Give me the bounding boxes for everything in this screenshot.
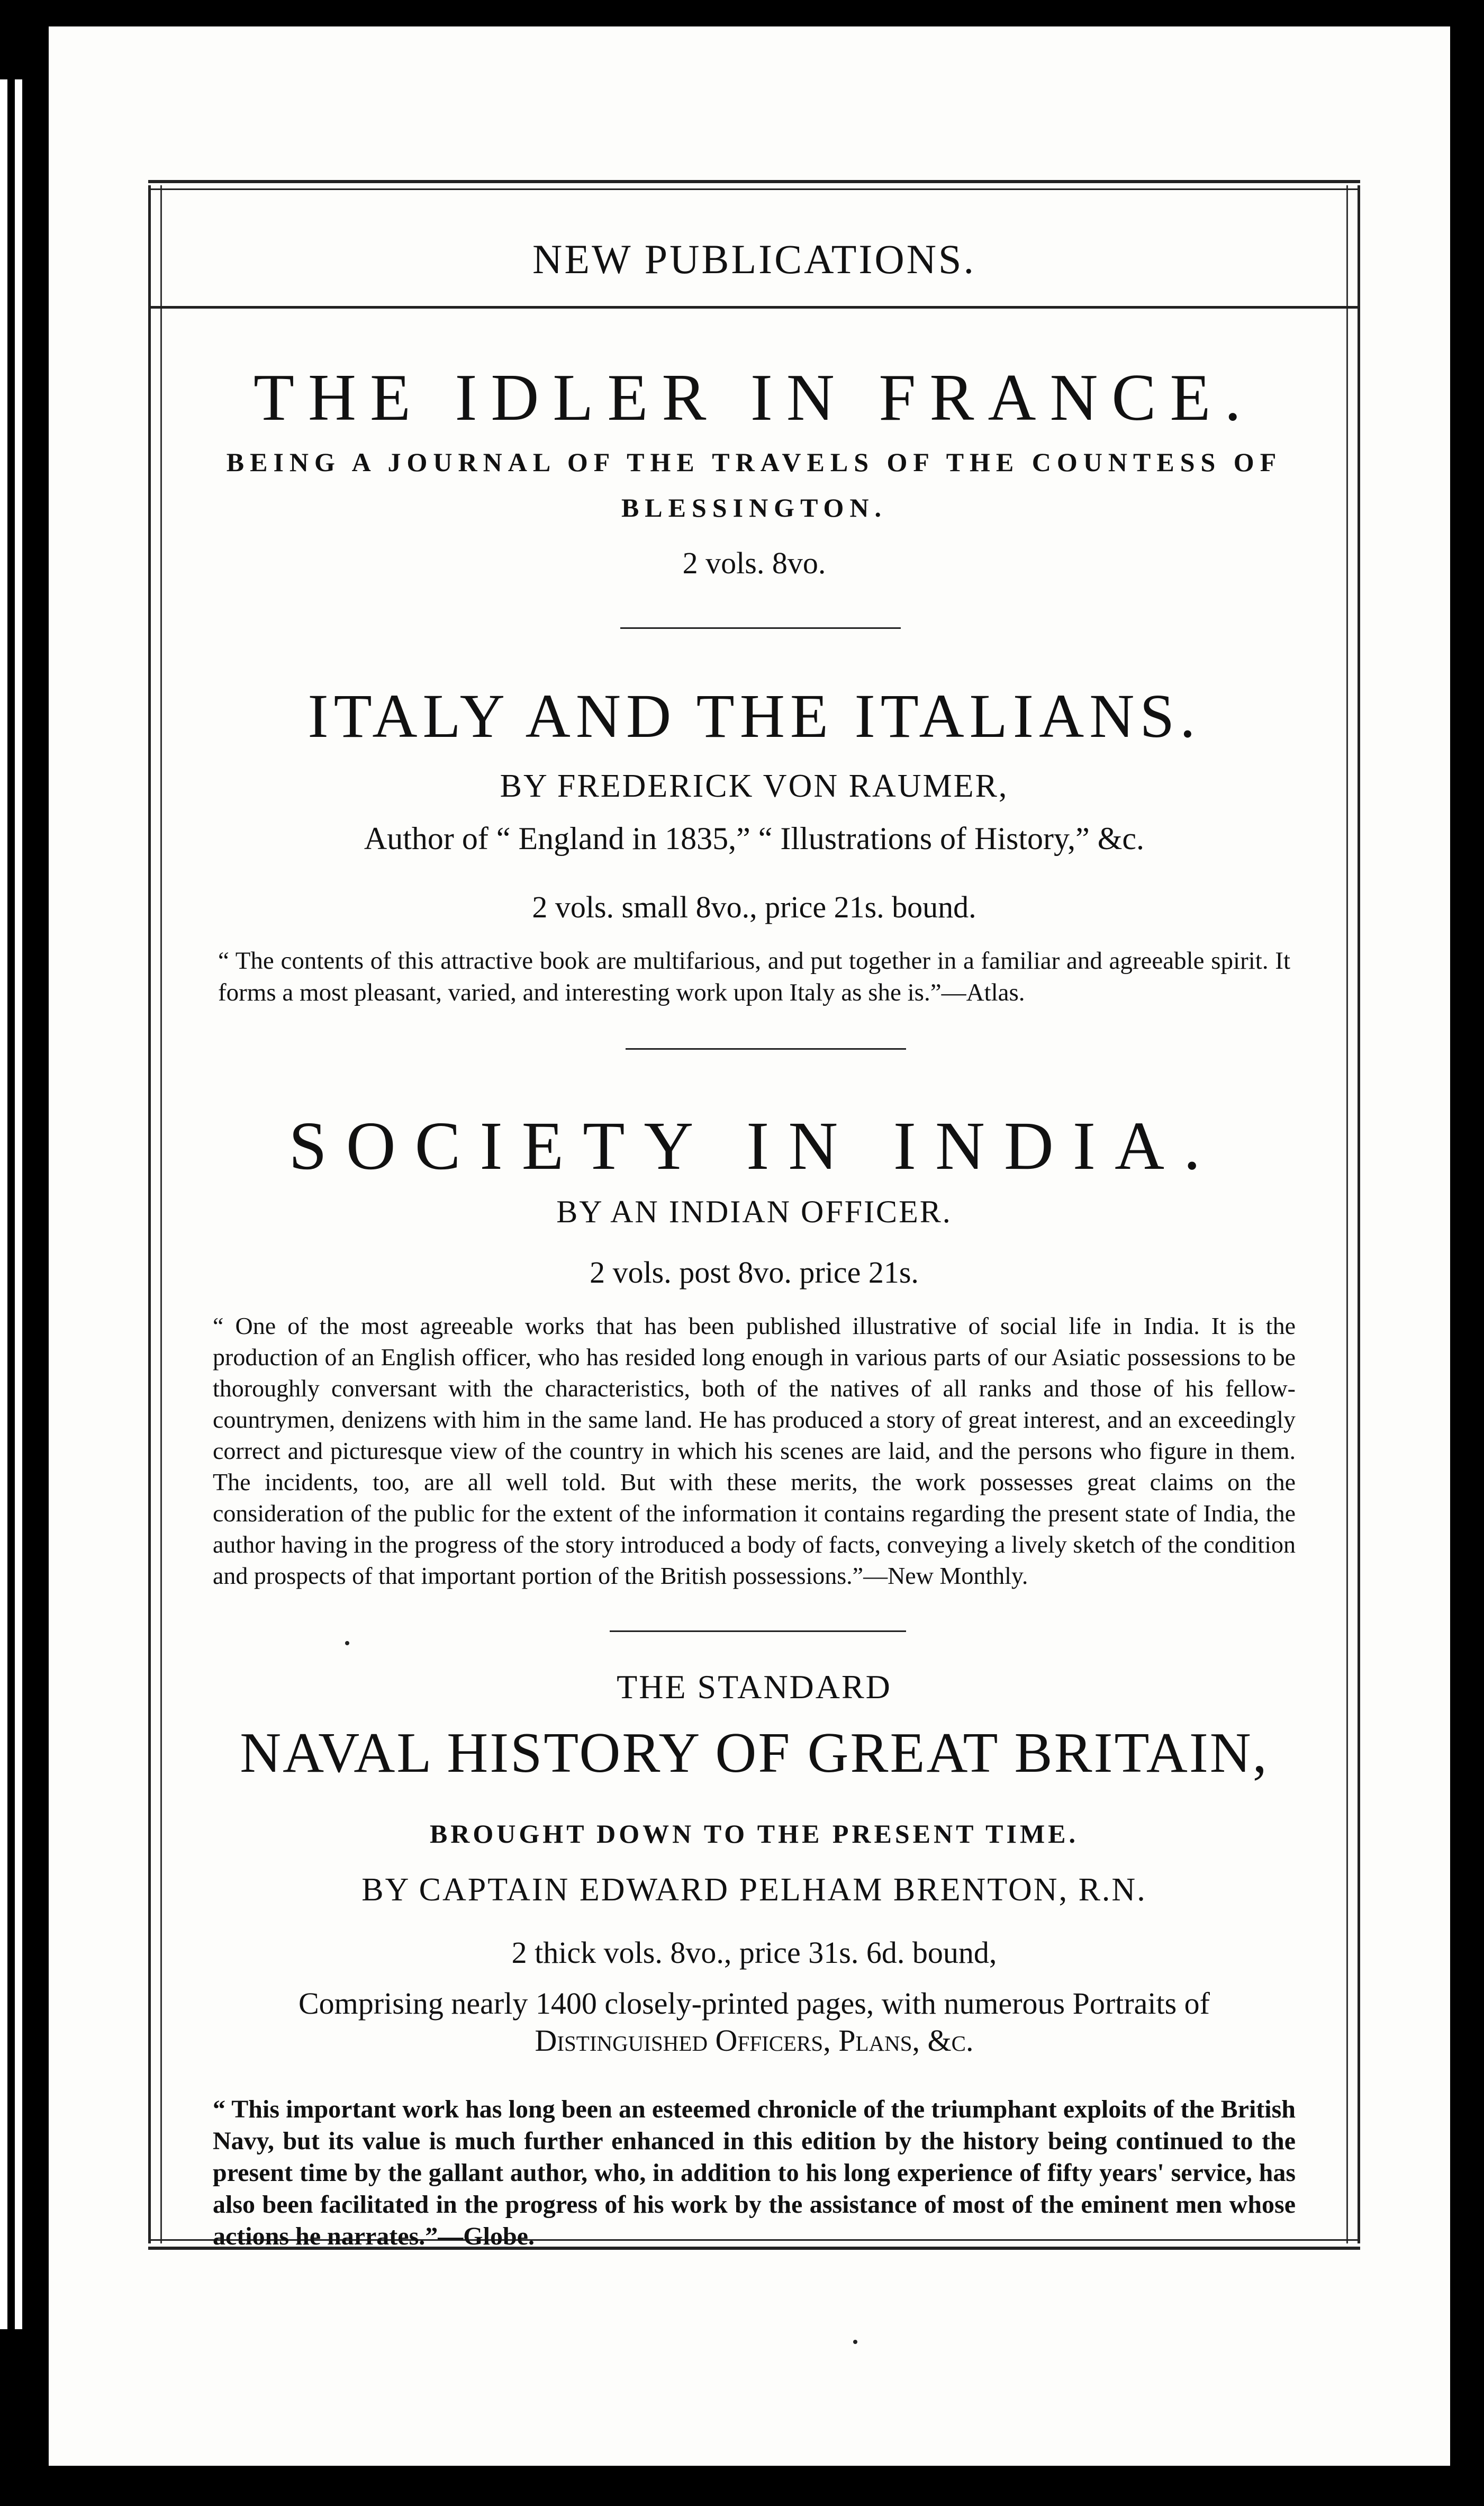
ink-speck [345, 1641, 349, 1645]
book4-pretitle: THE STANDARD [617, 1668, 892, 1706]
separator-1 [620, 627, 901, 629]
book2-title: ITALY AND THE ITALIANS. [307, 681, 1201, 751]
book4-review: “ This important work has long been an esteemed chronicle of the triumphant exploits of the British Navy, but its value is much further enhanced in this edition by the history being continued to the present time by the gallant author, who, in addition to his long experience of fifty years' service, has also been facilitated in the progress of his work by the assistance of most of the eminent men whose actions he narrates.”—Globe. [213, 2095, 1296, 2250]
book3-volumes: 2 vols. post 8vo. price 21s. [590, 1255, 919, 1290]
book4-volumes: 2 thick vols. 8vo., price 31s. 6d. bound, [511, 1935, 997, 1970]
book3-byline: BY AN INDIAN OFFICER. [556, 1194, 952, 1229]
book2-byline: BY FREDERICK VON RAUMER, [500, 768, 1009, 804]
advertisement-page [49, 26, 1450, 2466]
scan-edge-strip [0, 79, 22, 2329]
top-rule-thin [148, 188, 1360, 190]
book4-title: NAVAL HISTORY OF GREAT BRITAIN, [240, 1721, 1269, 1784]
book4-comprising-line2: Distinguished Officers, Plans, &c. [535, 2023, 974, 2058]
book3-title: SOCIETY IN INDIA. [288, 1108, 1220, 1184]
top-rule-thick [148, 180, 1360, 183]
book4-comprising [197, 1985, 1311, 2059]
ink-speck [853, 2340, 857, 2344]
book3-review: “ One of the most agreeable works that has been published illustrative of social life in India. It is the production of an English officer, who has resided long enough in various parts of our Asiatic possessions to be thoroughly conversant with the characteristics, both of the natives of all ranks and those of his fellow-countrymen, denizens with him in the same land. He has produced a story of great interest, and an exceedingly correct and picturesque view of the country in which his scenes are laid, and the persons who figure in them. The incidents, too, are all well told. But with these merits, the work possesses great claims on the consideration of the public for the extent of the information it contains regarding the present state of India, the author having in the progress of the story introduced a body of facts, conveying a lively sketch of the condition and prospects of that important portion of the British possessions.”—New Monthly. [213, 1312, 1296, 1589]
book1-title: THE IDLER IN FRANCE. [254, 361, 1255, 435]
separator-2 [626, 1048, 906, 1050]
book4-comprising-line1: Comprising nearly 1400 closely-printed pages, with numerous Portraits of [298, 1986, 1210, 2021]
book4-byline: BY CAPTAIN EDWARD PELHAM BRENTON, R.N. [361, 1872, 1147, 1908]
book2-volumes: 2 vols. small 8vo., price 21s. bound. [532, 890, 976, 924]
book1-volumes: 2 vols. 8vo. [682, 546, 826, 580]
book1-subtitle: BEING A JOURNAL OF THE TRAVELS OF THE COUNTESS OF BLESSINGTON. [226, 447, 1282, 522]
book2-review: “ The contents of this attractive book are multifarious, and put together in a familiar and agreeable spirit. It forms a most pleasant, varied, and interesting work upon Italy as she is.”—Atlas. [218, 947, 1290, 1006]
page-header: NEW PUBLICATIONS. [532, 236, 976, 282]
book4-subtitle: BROUGHT DOWN TO THE PRESENT TIME. [429, 1819, 1079, 1849]
header-rule [148, 306, 1360, 309]
separator-3 [610, 1630, 906, 1632]
book2-author-note: Author of “ England in 1835,” “ Illustrations of History,” &c. [364, 821, 1145, 856]
